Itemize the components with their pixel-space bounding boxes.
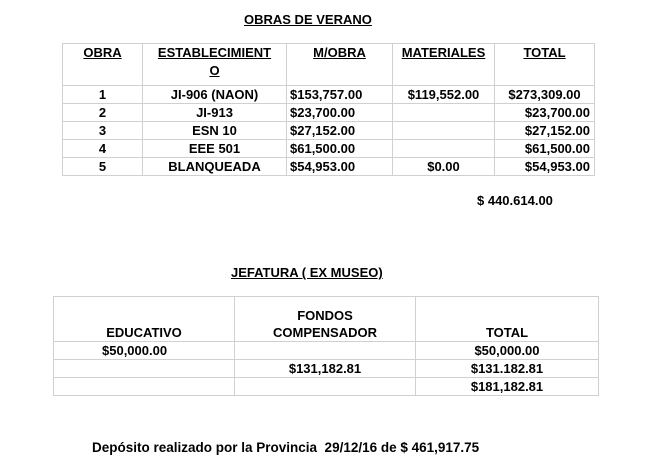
cell-educativo: [54, 360, 235, 378]
cell-obra: 3: [63, 122, 143, 140]
jefatura-table: [53, 296, 599, 396]
cell-establecimiento: JI-906 (NAON): [143, 86, 287, 104]
jefatura-header-row: [54, 297, 599, 342]
header-obra: OBRA: [63, 44, 143, 86]
header-total: TOTAL: [495, 44, 595, 86]
cell-materiales: $119,552.00: [393, 86, 495, 104]
cell-educativo: $50,000.00: [54, 342, 235, 360]
cell-materiales: [393, 140, 495, 158]
table-row: [54, 360, 599, 378]
obras-title: OBRAS DE VERANO: [244, 12, 372, 27]
cell-establecimiento: JI-913: [143, 104, 287, 122]
cell-establecimiento: ESN 10: [143, 122, 287, 140]
table-row: [63, 104, 595, 122]
cell-total: $23,700.00: [495, 104, 595, 122]
cell-total: $27,152.00: [495, 122, 595, 140]
table-row: [54, 378, 599, 396]
header-educativo: EDUCATIVO: [54, 297, 235, 342]
cell-mobra: $23,700.00: [287, 104, 393, 122]
cell-fondos: $131,182.81: [235, 360, 416, 378]
header-fondos: [235, 297, 416, 342]
header-mobra: M/OBRA: [287, 44, 393, 86]
obras-table: [62, 43, 595, 176]
table-row: [63, 122, 595, 140]
deposito-note: Depósito realizado por la Provincia 29/12/16 de $ 461,917.75: [92, 440, 480, 455]
cell-obra: 2: [63, 104, 143, 122]
cell-total: $181,182.81: [416, 378, 599, 396]
cell-establecimiento: BLANQUEADA: [143, 158, 287, 176]
cell-obra: 4: [63, 140, 143, 158]
cell-mobra: $61,500.00: [287, 140, 393, 158]
cell-educativo: [54, 378, 235, 396]
cell-materiales: [393, 104, 495, 122]
cell-materiales: [393, 122, 495, 140]
cell-mobra: $153,757.00: [287, 86, 393, 104]
obras-header-row: [63, 44, 595, 86]
cell-total: $54,953.00: [495, 158, 595, 176]
cell-obra: 5: [63, 158, 143, 176]
header-fondos-line2: COMPENSADOR: [272, 325, 377, 340]
header-establecimiento-line1: ESTABLECIMIENT: [157, 45, 272, 60]
cell-fondos: [235, 342, 416, 360]
cell-mobra: $27,152.00: [287, 122, 393, 140]
header-materiales: MATERIALES: [393, 44, 495, 86]
cell-fondos: [235, 378, 416, 396]
header-establecimiento: [143, 44, 287, 86]
header-fondos-line1: FONDOS: [297, 308, 353, 323]
table-row: [54, 342, 599, 360]
cell-obra: 1: [63, 86, 143, 104]
header-establecimiento-line2: O: [209, 63, 220, 78]
table-row: [63, 86, 595, 104]
cell-total: $131.182.81: [416, 360, 599, 378]
cell-total: $50,000.00: [416, 342, 599, 360]
cell-establecimiento: EEE 501: [143, 140, 287, 158]
table-row: [63, 140, 595, 158]
cell-mobra: $54,953.00: [287, 158, 393, 176]
jefatura-title: JEFATURA ( EX MUSEO): [231, 265, 383, 280]
header-total: TOTAL: [416, 297, 599, 342]
cell-total: $273,309.00: [495, 86, 595, 104]
cell-total: $61,500.00: [495, 140, 595, 158]
table-row: [63, 158, 595, 176]
obras-grand-total: $ 440.614.00: [477, 193, 553, 208]
cell-materiales: $0.00: [393, 158, 495, 176]
